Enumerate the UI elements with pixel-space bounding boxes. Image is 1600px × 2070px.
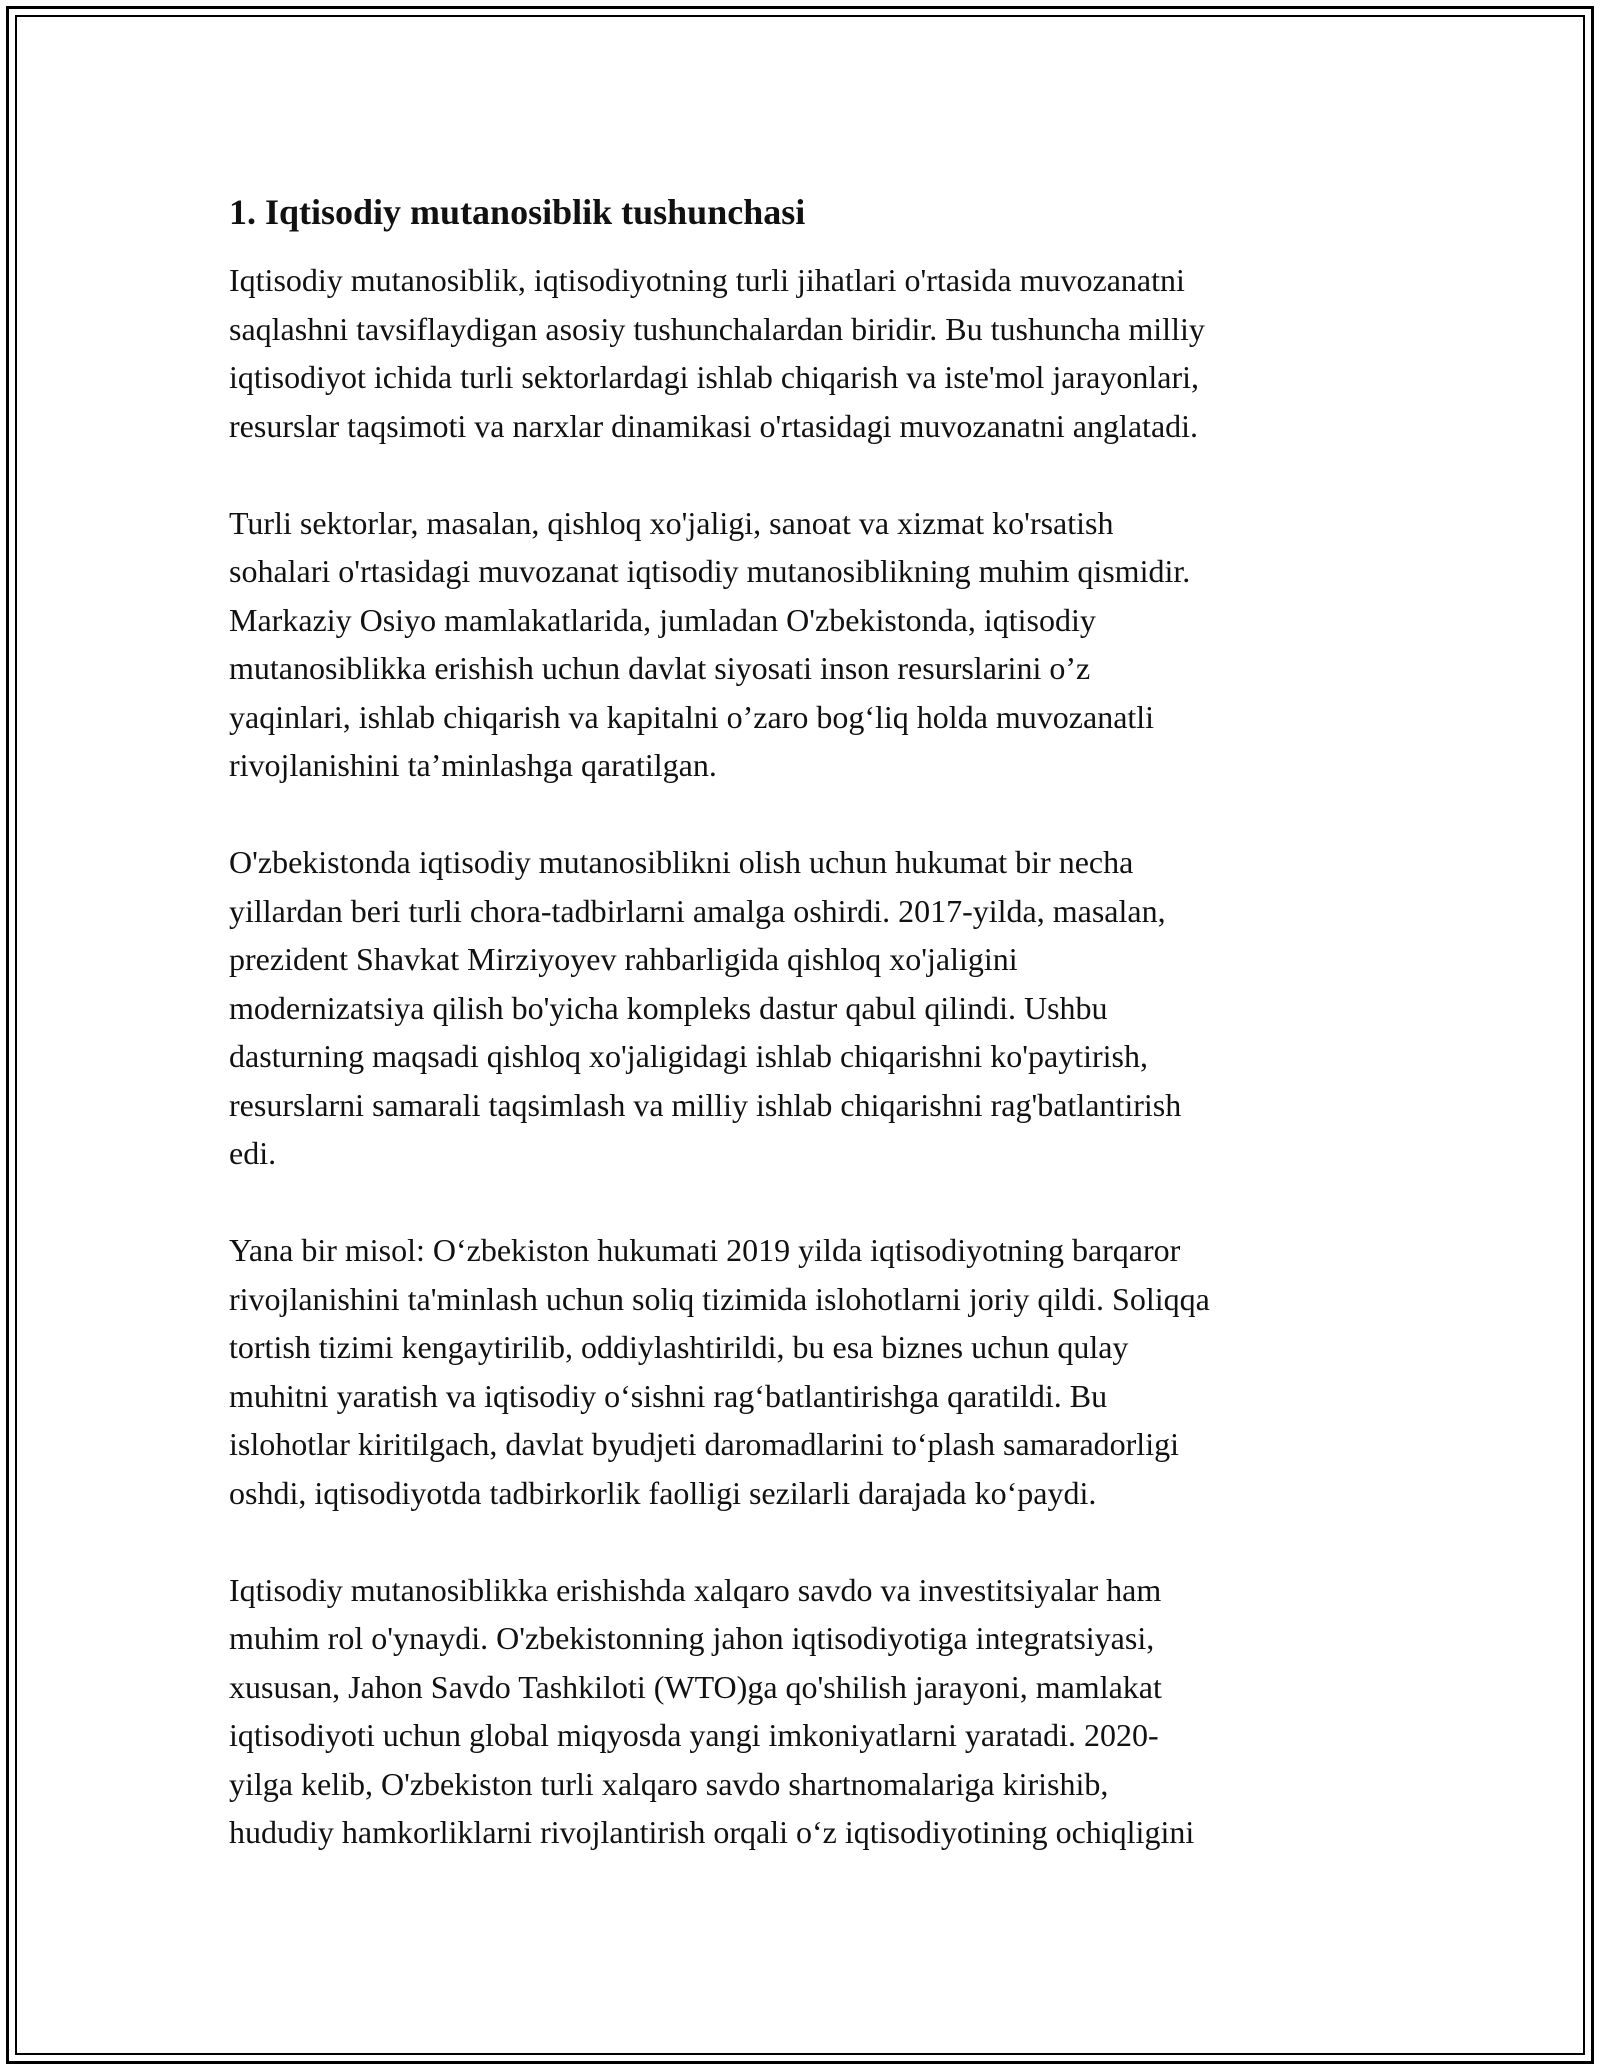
paragraph-line: prezident Shavkat Mirziyoyev rahbarligida qishloq xo'jaligini [229,941,1018,977]
paragraph-line: modernizatsiya qilish bo'yicha kompleks dastur qabul qilindi. Ushbu [229,989,1108,1026]
paragraph-line: rivojlanishini ta'minlash uchun soliq tizimida islohotlarni joriy qildi. Soliqqa [229,1280,1210,1317]
paragraph-line: yilga kelib, O'zbekiston turli xalqaro savdo shartnomalariga kirishib, [229,1765,1109,1802]
paragraph-line: hududiy hamkorliklarni rivojlantirish orqali o‘z iqtisodiyotining ochiqligini [229,1814,1195,1850]
paragraph-line: Iqtisodiy mutanosiblik, iqtisodiyotning turli jihatlari o'rtasida muvozanatni [229,262,1185,298]
paragraph-line: sohalari o'rtasidagi muvozanat iqtisodiy mutanosiblikning muhim qismidir. [229,553,1191,589]
paragraph-line: O'zbekistonda iqtisodiy mutanosiblikni olish uchun hukumat bir necha [229,844,1134,880]
paragraph-line: iqtisodiyoti uchun global miqyosda yangi imkoniyatlarni yaratadi. 2020- [229,1717,1159,1753]
paragraph-4 [229,1226,1389,1517]
paragraph-line: rivojlanishini ta’minlashga qaratilgan. [229,747,717,783]
document-body [229,188,1389,1905]
paragraph-line: iqtisodiyot ichida turli sektorlardagi ishlab chiqarish va iste'mol jarayonlari, [229,359,1199,395]
paragraph-line: Yana bir misol: O‘zbekiston hukumati 2019 yilda iqtisodiyotning barqaror [229,1232,1181,1268]
paragraph-3 [229,838,1389,1178]
paragraph-line: saqlashni tavsiflaydigan asosiy tushunchalardan biridir. Bu tushuncha milliy [229,310,1205,347]
paragraph-5 [229,1566,1389,1857]
paragraph-2 [229,499,1389,790]
paragraph-line: Iqtisodiy mutanosiblikka erishishda xalqaro savdo va investitsiyalar ham [229,1571,1162,1608]
section-heading: 1. Iqtisodiy mutanosiblik tushunchasi [229,192,806,232]
paragraph-line: muhim rol o'ynaydi. O'zbekistonning jahon iqtisodiyotiga integratsiyasi, [229,1620,1155,1656]
paragraph-line: resurslar taqsimoti va narxlar dinamikasi o'rtasidagi muvozanatni anglatadi. [229,407,1199,444]
paragraph-line: yillardan beri turli chora-tadbirlarni amalga oshirdi. 2017-yilda, masalan, [229,892,1166,929]
paragraph-line: Markaziy Osiyo mamlakatlarida, jumladan O'zbekistonda, iqtisodiy [229,601,1096,638]
paragraph-line: yaqinlari, ishlab chiqarish va kapitalni o’zaro bog‘liq holda muvozanatli [229,698,1155,735]
paragraph-line: edi. [229,1135,277,1171]
paragraph-line: dasturning maqsadi qishloq xo'jaligidagi ishlab chiqarishni ko'paytirish, [229,1038,1148,1074]
paragraph-line: tortish tizimi kengaytirilib, oddiylashtirildi, bu esa biznes uchun qulay [229,1329,1129,1365]
paragraph-line: resurslarni samarali taqsimlash va milliy ishlab chiqarishni rag'batlantirish [229,1086,1182,1123]
paragraph-line: Turli sektorlar, masalan, qishloq xo'jaligi, sanoat va xizmat ko'rsatish [229,504,1114,541]
paragraph-line: islohotlar kiritilgach, davlat byudjeti daromadlarini to‘plash samaradorligi [229,1426,1179,1462]
paragraph-line: muhitni yaratish va iqtisodiy o‘sishni rag‘batlantirishga qaratildi. Bu [229,1377,1108,1414]
paragraph-line: xususan, Jahon Savdo Tashkiloti (WTO)ga qo'shilish jarayoni, mamlakat [229,1668,1162,1705]
paragraph-line: mutanosiblikka erishish uchun davlat siyosati inson resurslarini o’z [229,650,1091,686]
paragraph-line: oshdi, iqtisodiyotda tadbirkorlik faolligi sezilarli darajada ko‘paydi. [229,1474,1097,1511]
paragraph-1 [229,256,1389,450]
